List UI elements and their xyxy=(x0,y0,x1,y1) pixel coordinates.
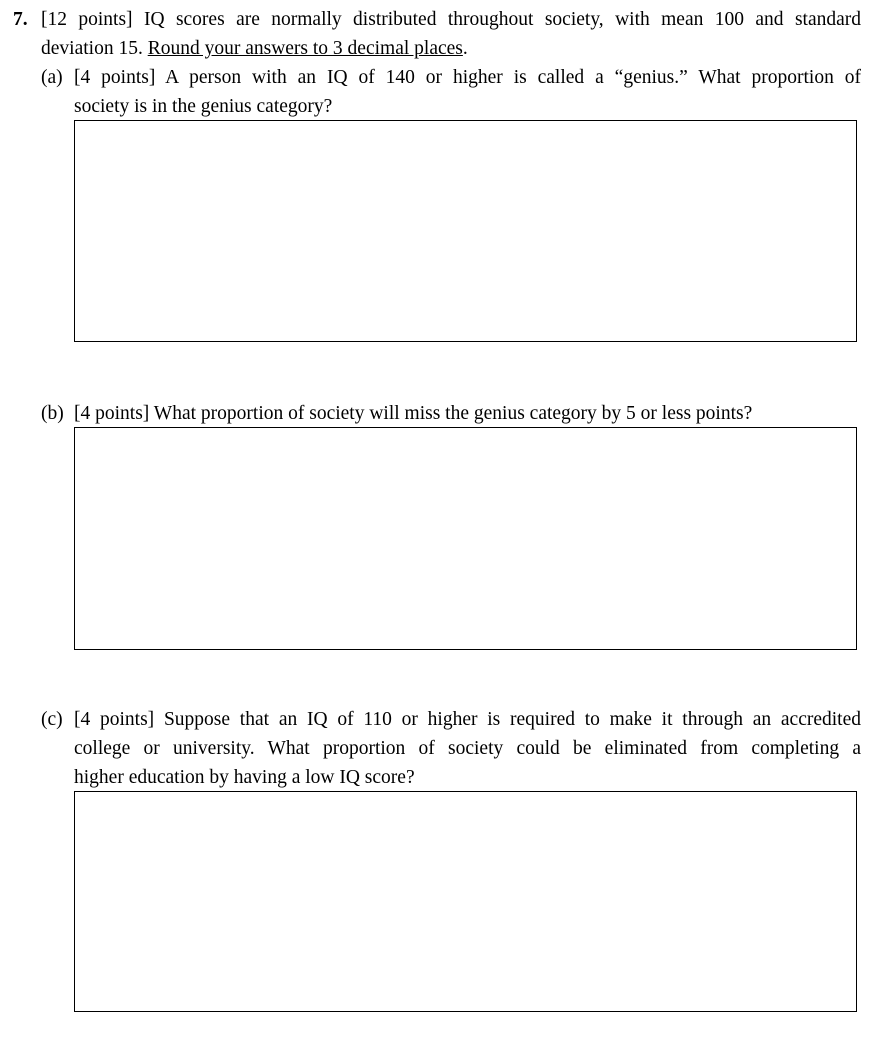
part-a-text: [4 points] A person with an IQ of 140 or higher is called a “genius.” What proportion of xyxy=(74,67,861,88)
answer-box-c[interactable] xyxy=(74,791,857,1012)
part-a-label: (a) xyxy=(41,67,63,88)
question-stem-text: IQ scores are normally distributed throughout society, with mean 100 and standard xyxy=(143,9,862,30)
answer-box-b[interactable] xyxy=(74,427,857,650)
question-stem-line-1 xyxy=(13,5,861,34)
part-b-label: (b) xyxy=(41,403,64,424)
part-a-line-2: society is in the genius category? xyxy=(74,96,333,117)
rounding-instruction: Round your answers to 3 decimal places xyxy=(147,38,463,59)
part-b-line-1 xyxy=(41,399,861,428)
question-stem-line-2 xyxy=(13,34,861,63)
part-c-line-1 xyxy=(41,705,861,734)
instruction-period: . xyxy=(462,38,468,59)
part-a xyxy=(41,63,861,121)
part-c-label: (c) xyxy=(41,709,63,730)
question-7 xyxy=(13,5,861,63)
part-a-line-1 xyxy=(41,63,861,92)
part-c-text: [4 points] Suppose that an IQ of 110 or higher is required to make it through an accredited xyxy=(74,709,861,730)
part-c-line-2: college or university. What proportion of society could be eliminated from completing a xyxy=(74,738,861,759)
question-stem-continuation: deviation 15. xyxy=(41,38,148,59)
part-c xyxy=(41,705,861,792)
question-points: [12 points] xyxy=(41,9,133,30)
part-b-text: [4 points] What proportion of society will miss the genius category by 5 or less points? xyxy=(74,403,753,424)
part-c-line-3: higher education by having a low IQ score? xyxy=(74,767,415,788)
answer-box-a[interactable] xyxy=(74,120,857,342)
part-b xyxy=(41,399,861,428)
question-number: 7. xyxy=(13,9,28,30)
